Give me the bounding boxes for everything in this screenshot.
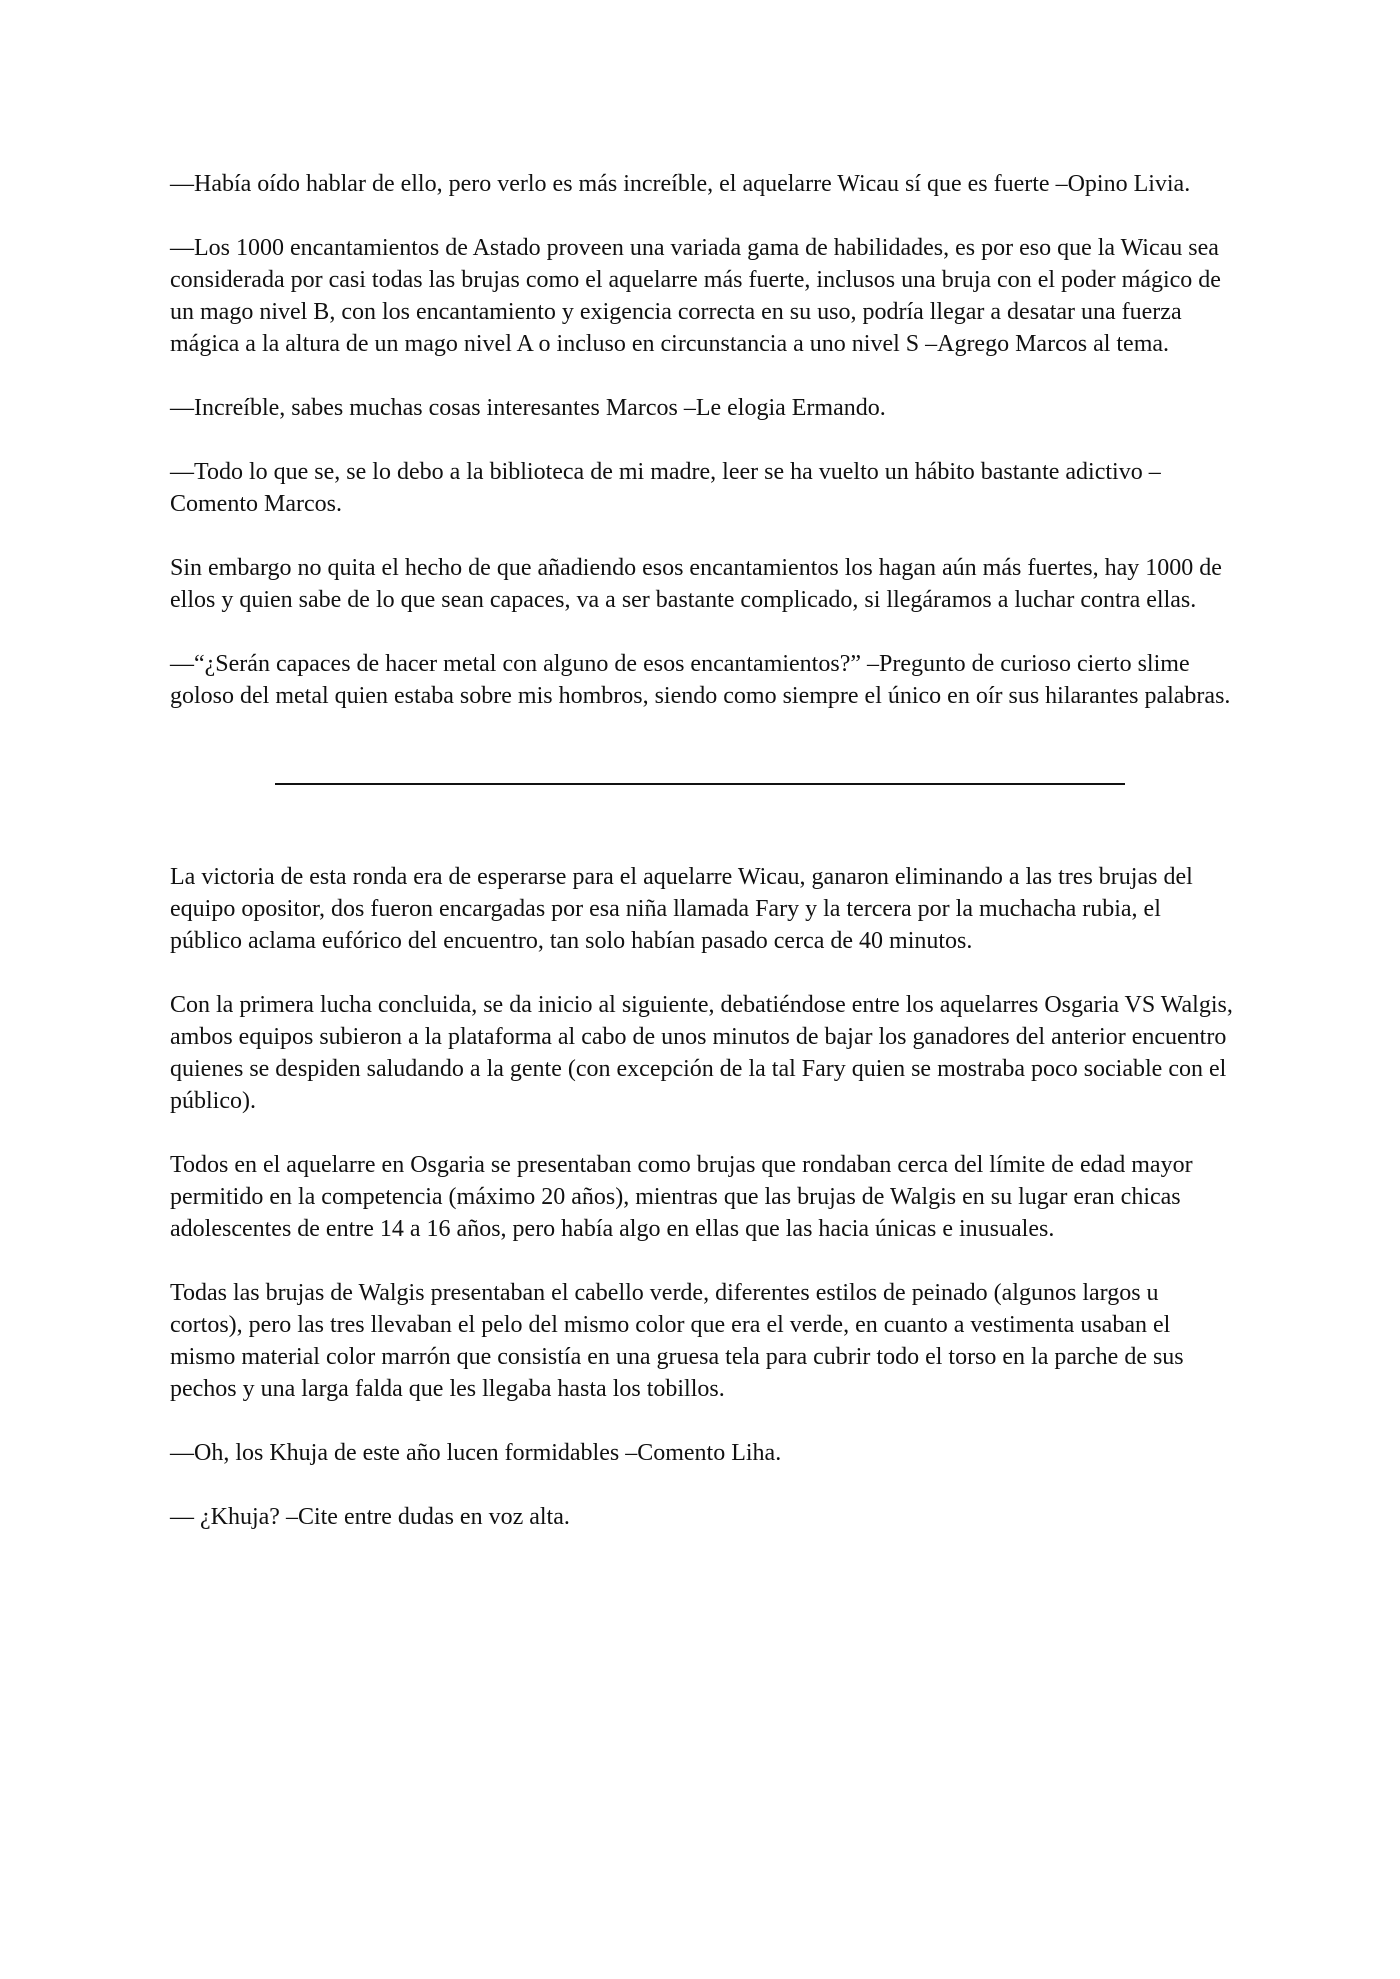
paragraph-marcos-enchantments: —Los 1000 encantamientos de Astado proveen una variada gama de habilidades, es por eso que la Wicau sea considerada por casi todas las brujas como el aquelarre más fuerte, inclusos una bruja con el poder mágico de un mago nivel B, con los encantamiento y exigencia correcta en su uso, podría llegar a desatar una fuerza mágica a la altura de un mago nivel A o incluso en circunstancia a uno nivel S –Agrego Marcos al tema. [170, 235, 1221, 357]
paragraph-narration-enchantments: Sin embargo no quita el hecho de que añadiendo esos encantamientos los hagan aún más fuertes, hay 1000 de ellos y quien sabe de lo que sean capaces, va a ser bastante complicado, si llegáramos a luchar contra ellas. [170, 555, 1222, 613]
paragraph-victory: La victoria de esta ronda era de esperarse para el aquelarre Wicau, ganaron eliminando a las tres brujas del equipo opositor, dos fueron encargadas por esa niña llamada Fary y la tercera por la muchacha rubia, el público aclama eufórico del encuentro, tan solo habían pasado cerca de 40 minutos. [170, 864, 1193, 954]
paragraph-livia: —Había oído hablar de ello, pero verlo es más increíble, el aquelarre Wicau sí que es fuerte –Opino Livia. [170, 171, 1191, 197]
paragraph-khuja: — ¿Khuja? –Cite entre dudas en voz alta. [170, 1504, 570, 1530]
paragraph-ermando: —Increíble, sabes muchas cosas interesantes Marcos –Le elogia Ermando. [170, 395, 886, 421]
divider-spacing [170, 785, 1235, 861]
paragraph-osgaria-vs-walgis: Con la primera lucha concluida, se da inicio al siguiente, debatiéndose entre los aquelarres Osgaria VS Walgis, ambos equipos subieron a la plataforma al cabo de unos minutos de bajar los ganadores del anterior encuentro quienes se despiden saludando a la gente (con excepción de la tal Fary quien se mostraba poco sociable con el público). [170, 992, 1233, 1114]
paragraph-marcos-library: —Todo lo que se, se lo debo a la biblioteca de mi madre, leer se ha vuelto un hábito bastante adictivo –Comento Marcos. [170, 459, 1161, 517]
paragraph-ages: Todos en el aquelarre en Osgaria se presentaban como brujas que rondaban cerca del límite de edad mayor permitido en la competencia (máximo 20 años), mientras que las brujas de Walgis en su lugar eran chicas adolescentes de entre 14 a 16 años, pero había algo en ellas que las hacia únicas e inusuales. [170, 1152, 1193, 1242]
document-page [170, 168, 1235, 1565]
paragraph-slime: —“¿Serán capaces de hacer metal con alguno de esos encantamientos?” –Pregunto de curioso cierto slime goloso del metal quien estaba sobre mis hombros, siendo como siempre el único en oír sus hilarantes palabras. [170, 651, 1231, 709]
paragraph-green-hair: Todas las brujas de Walgis presentaban el cabello verde, diferentes estilos de peinado (algunos largos u cortos), pero las tres llevaban el pelo del mismo color que era el verde, en cuanto a vestimenta usaban el mismo material color marrón que consistía en una gruesa tela para cubrir todo el torso en la parche de sus pechos y una larga falda que les llegaba hasta los tobillos. [170, 1280, 1184, 1402]
paragraph-liha: —Oh, los Khuja de este año lucen formidables –Comento Liha. [170, 1440, 782, 1466]
